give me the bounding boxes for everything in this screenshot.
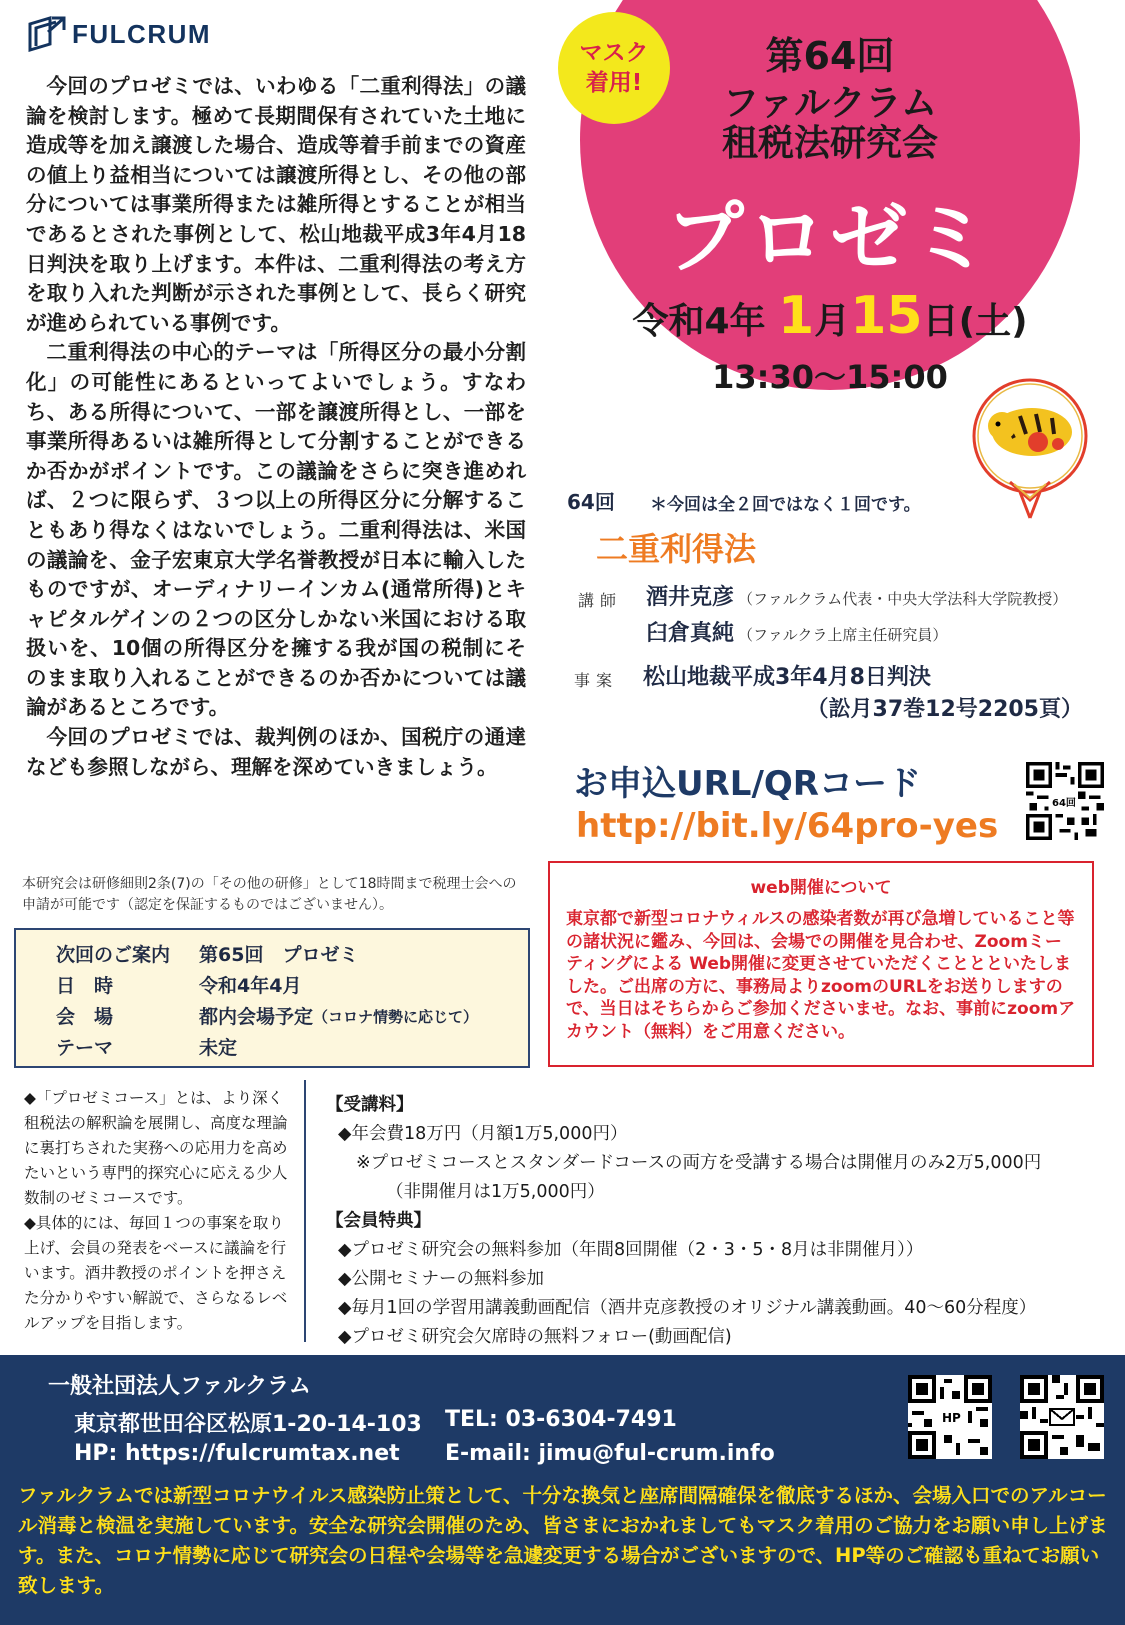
- lecturer-name: 臼倉真純: [646, 621, 735, 646]
- next-label: 次回のご案内: [56, 944, 171, 966]
- next-label: 日 時: [56, 975, 114, 997]
- session-count: 64回: [567, 490, 615, 514]
- org-line: 租税法研究会: [721, 123, 938, 164]
- next-value-note: （コロナ情勢に応じて）: [313, 1008, 479, 1026]
- footer-hp-link[interactable]: HP: https://fulcrumtax.net: [74, 1441, 400, 1466]
- apply-heading: お申込URL/QRコード: [574, 764, 921, 804]
- next-session-box: [14, 928, 530, 1068]
- next-value: 都内会場予定: [199, 1006, 314, 1028]
- web-notice-title: web開催について: [750, 878, 892, 898]
- fee-both-courses: ※プロゼミコースとスタンダードコースの両方を受講する場合は開催月のみ2万5,000円: [356, 1153, 1042, 1173]
- tiger-mascot-icon: [966, 372, 1094, 520]
- next-value: 未定: [199, 1037, 238, 1059]
- fee-heading: 【受講料】: [326, 1095, 414, 1115]
- session-note: ＊今回は全２回ではなく１回です。: [650, 495, 921, 515]
- lecturer-affiliation: （ファルクラム代表・中央大学法科大学院教授）: [738, 590, 1068, 608]
- mask-badge-line: 着用!: [585, 70, 643, 96]
- event-date: [600, 286, 1060, 346]
- footer-org-name: 一般社団法人ファルクラム: [48, 1374, 311, 1399]
- event-title: プロゼミ: [665, 194, 994, 284]
- next-row: [56, 1033, 528, 1064]
- next-label: テーマ: [56, 1037, 114, 1059]
- next-value: 第65回 プロゼミ: [199, 944, 359, 966]
- fee-annual: ◆年会費18万円（月額1万5,000円）: [338, 1124, 628, 1144]
- benefit-item: ◆プロゼミ研究会欠席時の無料フォロー(動画配信): [338, 1327, 732, 1347]
- web-notice-body: 東京都で新型コロナウィルスの感染者数が再び急増していること等の諸状況に鑑み、今回は、会場での開催を見合わせ、Zoomミーティングによる Web開催に変更させていただくこととといたしました。ご出席の方に、事務局よりzoomのURLをお送りしますので、当日はそちらからご参加くださいませ。なお、事前にzoomアカウント（無料）をご用意ください。: [566, 909, 1076, 1042]
- next-row: [56, 940, 528, 971]
- logo-text: FULCRUM: [72, 18, 212, 49]
- hp-qr-label: HP: [942, 1411, 961, 1425]
- footer: [0, 1355, 1125, 1625]
- web-notice-box: [548, 861, 1094, 1067]
- case-name: 松山地裁平成3年4月8日判決: [643, 665, 931, 690]
- organization-name: [600, 84, 1060, 164]
- benefits-heading: 【会員特典】: [326, 1211, 431, 1231]
- apply-url-link[interactable]: http://bit.ly/64pro-yes: [576, 806, 999, 846]
- lecturer-label: 講師: [578, 591, 623, 610]
- fee-section: [326, 1091, 1106, 1352]
- intro-paragraph: 今回のプロゼミでは、いわゆる「二重利得法」の議論を検討します。極めて長期間保有されていた土地に造成等を加え譲渡した場合、造成等着手前までの資産の値上り益相当については譲渡所得とし、その他の部分については事業所得または雑所得とすることが相当であるとされた事例として、松山地裁平成3年4月18日判決を取り上げます。本件は、二重利得法の考え方を取り入れた判断が示された事例として、長らく研究が進められている事例です。: [26, 74, 526, 335]
- next-row: [56, 1002, 528, 1033]
- case-label: 事案: [574, 671, 619, 690]
- next-row: [56, 971, 528, 1002]
- date-month: 1: [778, 286, 815, 346]
- fee-nonheld: （非開催月は1万5,000円）: [386, 1182, 605, 1202]
- next-label: 会 場: [56, 1006, 114, 1028]
- training-credit-note: 本研究会は研修細則2条(7)の「その他の研修」として18時間まで税理士会への申請が可能です（認定を保証するものではございません）。: [22, 876, 517, 913]
- benefit-item: ◆毎月1回の学習用講義動画配信（酒井克彦教授のオリジナル講義動画。40～60分程度）: [338, 1298, 1037, 1318]
- next-value: 令和4年4月: [199, 975, 302, 997]
- lecturer-name: 酒井克彦: [646, 585, 735, 610]
- course-paragraph: ◆「プロゼミコース」とは、より深く租税法の解釈論を展開し、高度な理論に裏打ちされた実務への応用力を高めたいという専門的探究心に応える少人数制のゼミコースです。: [24, 1089, 288, 1207]
- session-number: 第64回: [765, 34, 895, 78]
- intro-paragraph: 二重利得法の中心的テーマは「所得区分の最小分割化」の可能性にあるといってよいでしょう。すなわち、ある所得について、一部を譲渡所得とし、一部を事業所得あるいは雑所得として分割することができるか否かがポイントです。この議論をさらに突き進めれば、２つに限らず、３つ以上の所得区分に分解することもあり得なくはないでしょう。二重利得法は、米国の議論を、金子宏東京大学名誉教授が日本に輸入したものですが、オーディナリーインカム(通常所得)とキャピタルゲインの２つの区分しかない米国における取扱いを、10個の所得区分を擁する我が国の税制にそのまま取り入れることができるのか否かについては議論があるところです。: [26, 340, 526, 720]
- event-time: 13:30～15:00: [712, 358, 948, 396]
- date-prefix: 令和4年: [632, 301, 766, 342]
- intro-text: [26, 72, 526, 782]
- course-description: [14, 1080, 306, 1342]
- benefit-item: ◆プロゼミ研究会の無料参加（年間8回開催（2・3・5・8月は非開催月））: [338, 1240, 924, 1260]
- email-qr-code-icon[interactable]: [1020, 1375, 1104, 1459]
- mask-badge: [558, 12, 670, 124]
- footer-email-link[interactable]: E-mail: jimu@ful-crum.info: [445, 1441, 775, 1466]
- lecturer: [646, 616, 947, 647]
- lecturer-affiliation: （ファルクラ上席主任研究員）: [738, 626, 948, 644]
- session-theme: 二重利得法: [596, 530, 757, 568]
- date-day: 15: [850, 286, 923, 346]
- date-day-suffix: 日: [922, 301, 959, 342]
- benefit-item: ◆公開セミナーの無料参加: [338, 1269, 544, 1289]
- footer-notice: ファルクラムでは新型コロナウイルス感染防止策として、十分な換気と座席間隔確保を徹底するほか、会場入口でのアルコール消毒と検温を実施しています。安全な研究会開催のため、皆さまにおかれましてもマスク着用のご協力をお願い申し上げます。また、コロナ情勢に応じて研究会の日程や会場等を急遽変更する場合がございますので、HP等のご確認も重ねてお願い致します。: [18, 1484, 1108, 1597]
- footer-address: 東京都世田谷区松原1-20-14-103: [74, 1412, 422, 1437]
- mask-badge-line: マスク: [579, 40, 649, 66]
- apply-qr-label: 64回: [1050, 794, 1078, 809]
- date-month-suffix: 月: [814, 301, 851, 342]
- fulcrum-logo-icon: [26, 14, 66, 54]
- date-weekday: (土): [958, 301, 1028, 342]
- org-line: ファルクラム: [722, 83, 938, 124]
- lecturer: [646, 580, 1067, 611]
- intro-paragraph: 今回のプロゼミでは、裁判例のほか、国税庁の通達なども参照しながら、理解を深めていきましょう。: [26, 725, 526, 779]
- course-paragraph: ◆具体的には、毎回１つの事案を取り上げ、会員の発表をベースに議論を行います。酒井教授のポイントを押さえた分かりやすい解説で、さらなるレベルアップを目指します。: [24, 1214, 288, 1332]
- footer-tel: TEL: 03-6304-7491: [445, 1407, 677, 1432]
- fulcrum-logo: [26, 14, 211, 54]
- case-reference: （訟月37巻12号2205頁）: [806, 697, 1083, 722]
